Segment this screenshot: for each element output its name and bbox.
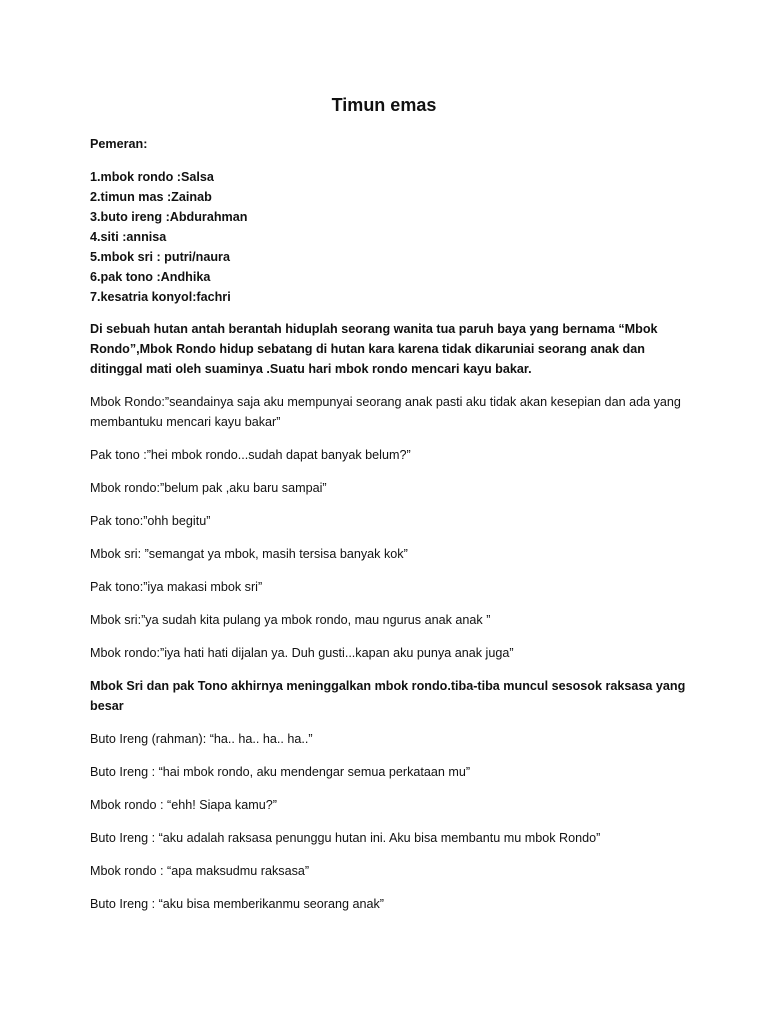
dialogue-line: Mbok Rondo:”seandainya saja aku mempunyai seorang anak pasti aku tidak akan kesepian dan ada yang membantuku mencari kayu bakar” — [90, 395, 681, 429]
dialogue-line: Mbok rondo : “apa maksudmu raksasa” — [90, 864, 310, 878]
dialogue-line: Mbok sri: ”semangat ya mbok, masih tersisa banyak kok” — [90, 547, 408, 561]
narration-paragraph: Mbok Sri dan pak Tono akhirnya meninggalkan mbok rondo.tiba-tiba muncul sesosok raksasa yang besar — [90, 679, 686, 713]
cast-item: 3.buto ireng :Abdurahman — [90, 210, 248, 224]
document-title: Timun emas — [331, 95, 437, 115]
cast-item: 4.siti :annisa — [90, 230, 167, 244]
dialogue-line: Mbok sri:”ya sudah kita pulang ya mbok rondo, mau ngurus anak anak ” — [90, 613, 491, 627]
cast-heading: Pemeran: — [90, 137, 148, 151]
document-body — [90, 134, 690, 927]
narration-paragraph: Di sebuah hutan antah berantah hiduplah seorang wanita tua paruh baya yang bernama “Mbok Rondo”,Mbok Rondo hidup sebatang di hutan kara karena tidak dikaruniai seorang anak dan ditinggal mati oleh suaminya .Suatu hari mbok rondo mencari kayu bakar. — [90, 322, 658, 376]
dialogue-line: Buto Ireng : “aku adalah raksasa penunggu hutan ini. Aku bisa membantu mu mbok Rondo” — [90, 831, 601, 845]
dialogue-line: Buto Ireng : “aku bisa memberikanmu seorang anak” — [90, 897, 385, 911]
dialogue-line: Pak tono:”ohh begitu” — [90, 514, 211, 528]
dialogue-line: Pak tono :”hei mbok rondo...sudah dapat banyak belum?” — [90, 448, 411, 462]
cast-item: 7.kesatria konyol:fachri — [90, 290, 231, 304]
cast-item: 1.mbok rondo :Salsa — [90, 170, 214, 184]
dialogue-line: Mbok rondo : “ehh! Siapa kamu?” — [90, 798, 277, 812]
dialogue-line: Mbok rondo:”belum pak ,aku baru sampai” — [90, 481, 327, 495]
dialogue-line: Buto Ireng (rahman): “ha.. ha.. ha.. ha..” — [90, 732, 313, 746]
dialogue-line: Mbok rondo:”iya hati hati dijalan ya. Duh gusti...kapan aku punya anak juga” — [90, 646, 514, 660]
cast-item: 2.timun mas :Zainab — [90, 190, 212, 204]
dialogue-line: Buto Ireng : “hai mbok rondo, aku mendengar semua perkataan mu” — [90, 765, 471, 779]
cast-item: 5.mbok sri : putri/naura — [90, 250, 230, 264]
dialogue-line: Pak tono:”iya makasi mbok sri” — [90, 580, 263, 594]
cast-item: 6.pak tono :Andhika — [90, 270, 211, 284]
cast-list — [90, 167, 690, 307]
